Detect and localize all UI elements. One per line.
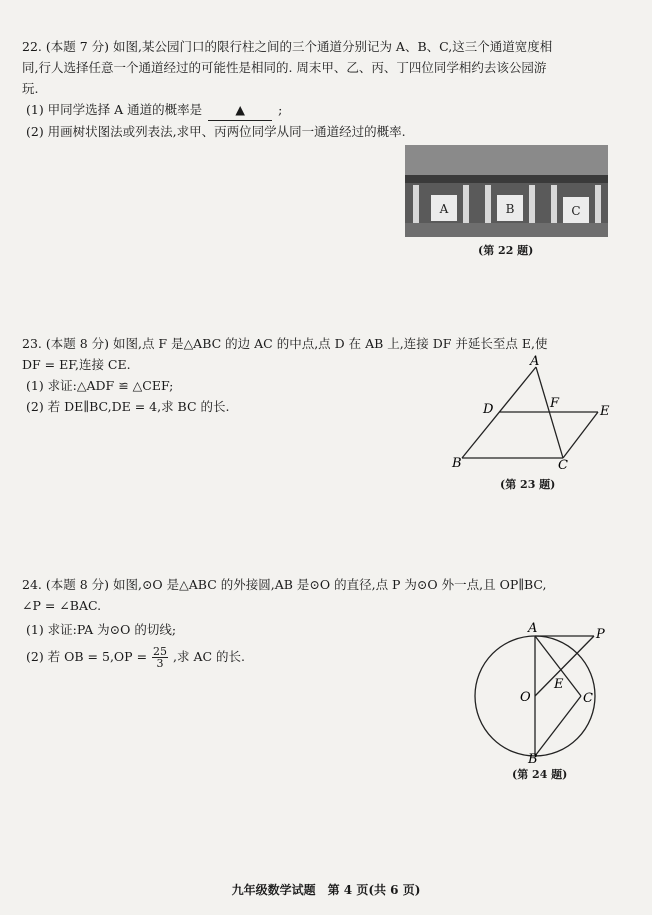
fraction-denominator: 3 [156, 657, 164, 670]
q24-line1: 24. (本题 8 分) 如图,⊙O 是△ABC 的外接圆,AB 是⊙O 的直径,点 P 为⊙O 外一点,且 OP∥BC, [22, 577, 547, 592]
question-22 [22, 36, 622, 142]
segment-ce [563, 412, 598, 458]
point-a-label: A [530, 355, 540, 369]
q24-caption: (第 24 题) [512, 768, 568, 781]
gate-a-label: A [439, 202, 449, 216]
point-e-label: E [554, 677, 564, 692]
point-e-label: E [600, 404, 610, 419]
point-c-label: C [583, 691, 593, 706]
q23-line1: 23. (本题 8 分) 如图,点 F 是△ABC 的边 AC 的中点,点 D 在 AB 上,连接 DF 并延长至点 E,使 [22, 336, 548, 351]
gate-b-label: B [505, 202, 515, 216]
point-b-label: B [528, 752, 538, 763]
segment-op [535, 636, 594, 696]
q22-line1: 22. (本题 7 分) 如图,某公园门口的限行柱之间的三个通道分别记为 A、B、C,这三个通道宽度相 [22, 39, 553, 54]
q22-part1-prefix: (1) 甲同学选择 A 通道的概率是 [26, 102, 203, 117]
point-d-label: D [483, 402, 494, 417]
page-footer: 九年级数学试题 第 4 页(共 6 页) [231, 883, 421, 897]
gate-c-label: C [571, 204, 581, 218]
fraction-numerator: 25 [153, 645, 168, 658]
point-c-label: C [558, 458, 568, 473]
point-b-label: B [452, 456, 462, 471]
q24-part1: (1) 求证:PA 为⊙O 的切线; [26, 622, 177, 637]
q22-part2: (2) 用画树状图法或列表法,求甲、丙两位同学从同一通道经过的概率. [26, 124, 406, 139]
q23-part2: (2) 若 DE∥BC,DE = 4,求 BC 的长. [26, 399, 230, 414]
q24-part2-suffix: ,求 AC 的长. [173, 649, 246, 664]
triangle-figure [440, 355, 620, 475]
point-a-label: A [528, 621, 538, 636]
q22-caption: (第 22 题) [478, 244, 534, 257]
q22-line2: 同,行人选择任意一个通道经过的可能性是相同的. 周末甲、乙、丙、丁四位同学相约去该公园游 [22, 60, 547, 75]
answer-blank: ▲ [208, 99, 272, 121]
q24-line2: ∠P = ∠BAC. [22, 598, 102, 613]
q23-line2: DF = EF,连接 CE. [22, 357, 131, 372]
q24-part2-prefix: (2) 若 OB = 5,OP = [26, 649, 148, 664]
q22-part1 [22, 99, 622, 121]
q22-part1-suffix: ; [278, 102, 283, 117]
fraction-op [152, 646, 168, 669]
q23-caption: (第 23 题) [500, 478, 556, 491]
point-f-label: F [550, 396, 560, 411]
gate-photo [405, 145, 608, 237]
circle-figure [462, 618, 612, 763]
point-o-label: O [520, 690, 531, 705]
q23-part1: (1) 求证:△ADF ≌ △CEF; [26, 378, 174, 393]
point-p-label: P [596, 627, 605, 642]
segment-bc [535, 696, 581, 756]
q22-line3: 玩. [22, 81, 39, 96]
